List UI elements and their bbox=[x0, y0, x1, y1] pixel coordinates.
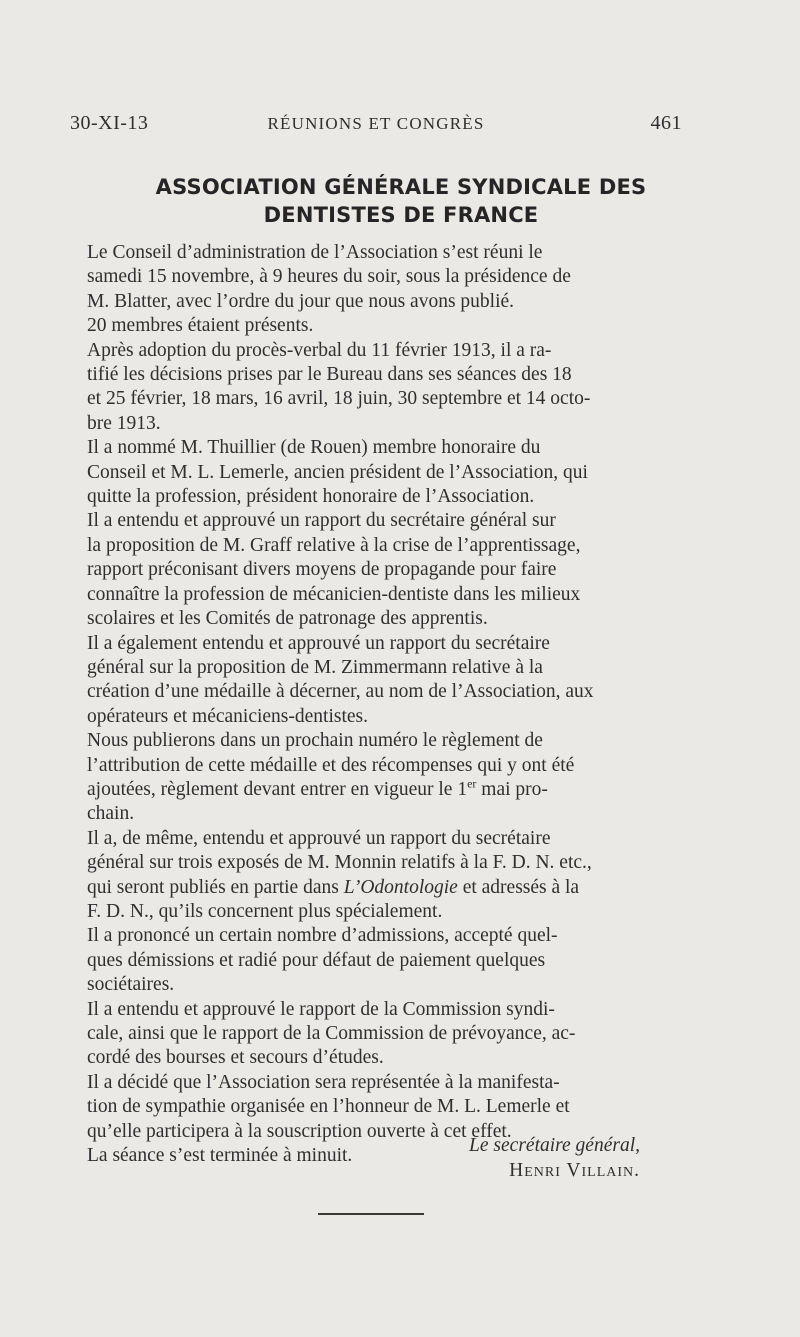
text-line: chain. bbox=[87, 803, 135, 825]
text-line: Il a entendu et approuvé le rapport de la Commission syndi- bbox=[87, 998, 555, 1020]
text-line: 20 membres étaient présents. bbox=[87, 315, 314, 337]
text-run: qui seront publiés en partie dans bbox=[87, 876, 344, 898]
text-line: général sur la proposition de M. Zimmermann relative à la bbox=[87, 656, 543, 678]
title-line-2: DENTISTES DE FRANCE bbox=[263, 203, 539, 227]
issue-date: 30-XI-13 bbox=[70, 112, 149, 134]
text-line: Il a entendu et approuvé un rapport du secrétaire général sur bbox=[87, 510, 556, 532]
paragraph-3 bbox=[64, 339, 680, 437]
paragraph-4 bbox=[64, 436, 680, 509]
journal-title: L’Odontologie bbox=[343, 876, 458, 898]
text-line: Il a, de même, entendu et approuvé un rapport du secrétaire bbox=[87, 827, 551, 849]
superscript: er bbox=[467, 776, 477, 791]
page-number: 461 bbox=[650, 112, 682, 134]
text-line: Il a prononcé un certain nombre d’admissions, accepté quel- bbox=[87, 925, 558, 947]
text-line: M. Blatter, avec l’ordre du jour que nous avons publié. bbox=[87, 290, 515, 312]
text-line: général sur trois exposés de M. Monnin relatifs à la F. D. N. etc., bbox=[87, 852, 592, 874]
text-line: cordé des bourses et secours d’études. bbox=[87, 1047, 384, 1069]
paragraph-6 bbox=[64, 632, 680, 730]
text-line: la proposition de M. Graff relative à la crise de l’apprentissage, bbox=[87, 534, 581, 556]
text-run: ajoutées, règlement devant entrer en vigueur le 1 bbox=[87, 778, 468, 800]
paragraph-2 bbox=[64, 314, 680, 338]
text-line: Il a également entendu et approuvé un rapport du secrétaire bbox=[87, 632, 550, 654]
signatory-name: Henri Villain. bbox=[509, 1160, 640, 1181]
section-title: RÉUNIONS ET CONGRÈS bbox=[267, 114, 485, 133]
text-line: samedi 15 novembre, à 9 heures du soir, sous la présidence de bbox=[87, 266, 571, 288]
text-line: sociétaires. bbox=[87, 974, 175, 996]
signature-block bbox=[64, 1133, 640, 1183]
article-body bbox=[64, 241, 680, 1168]
text-line: quitte la profession, président honoraire de l’Association. bbox=[87, 486, 535, 508]
text-line: cale, ainsi que le rapport de la Commission de prévoyance, ac- bbox=[87, 1023, 576, 1044]
text-line: scolaires et les Comités de patronage des apprentis. bbox=[87, 608, 488, 630]
text-line: Nous publierons dans un prochain numéro le règlement de bbox=[87, 730, 543, 752]
text-line: ques démissions et radié pour défaut de paiement quelques bbox=[87, 949, 546, 971]
text-line: Après adoption du procès-verbal du 11 février 1913, il a ra- bbox=[87, 339, 552, 361]
text-line: bre 1913. bbox=[87, 412, 161, 434]
article-title bbox=[80, 173, 722, 229]
text-line: Conseil et M. L. Lemerle, ancien président de l’Association, qui bbox=[87, 461, 588, 483]
paragraph-8 bbox=[64, 827, 680, 925]
text-run: mai pro- bbox=[476, 778, 548, 800]
signatory-role: Le secrétaire général, bbox=[469, 1135, 640, 1156]
text-line bbox=[64, 778, 680, 802]
text-line: Il a nommé M. Thuillier (de Rouen) membre honoraire du bbox=[87, 437, 541, 459]
paragraph-10 bbox=[64, 998, 680, 1071]
paragraph-7 bbox=[64, 729, 680, 827]
text-line: création d’une médaille à décerner, au nom de l’Association, aux bbox=[87, 681, 594, 703]
text-line: qu’elle participera à la souscription ouverte à cet effet. bbox=[87, 1120, 512, 1142]
title-line-1: ASSOCIATION GÉNÉRALE SYNDICALE DES bbox=[155, 175, 647, 199]
text-line bbox=[64, 876, 680, 900]
text-line: rapport préconisant divers moyens de propagande pour faire bbox=[87, 559, 557, 581]
text-line: l’attribution de cette médaille et des récompenses qui y ont été bbox=[87, 754, 575, 776]
paragraph-9 bbox=[64, 924, 680, 997]
text-line: et 25 février, 18 mars, 16 avril, 18 juin, 30 septembre et 14 octo- bbox=[87, 388, 591, 410]
closing-rule bbox=[318, 1213, 424, 1215]
text-line: Il a décidé que l’Association sera représentée à la manifesta- bbox=[87, 1071, 560, 1093]
text-line: La séance s’est terminée à minuit. bbox=[87, 1145, 353, 1167]
text-line: opérateurs et mécaniciens-dentistes. bbox=[87, 705, 369, 727]
text-line: Le Conseil d’administration de l’Association s’est réuni le bbox=[87, 242, 543, 263]
text-line: tion de sympathie organisée en l’honneur de M. L. Lemerle et bbox=[87, 1096, 570, 1118]
text-line: tifié les décisions prises par le Bureau dans ses séances des 18 bbox=[87, 364, 572, 386]
text-run: et adressés à la bbox=[457, 876, 580, 898]
text-line: connaître la profession de mécanicien-dentiste dans les milieux bbox=[87, 583, 581, 605]
running-header bbox=[70, 112, 682, 140]
paragraph-1 bbox=[64, 241, 680, 314]
paragraph-5 bbox=[64, 509, 680, 631]
text-line: F. D. N., qu’ils concernent plus spécialement. bbox=[87, 900, 443, 922]
